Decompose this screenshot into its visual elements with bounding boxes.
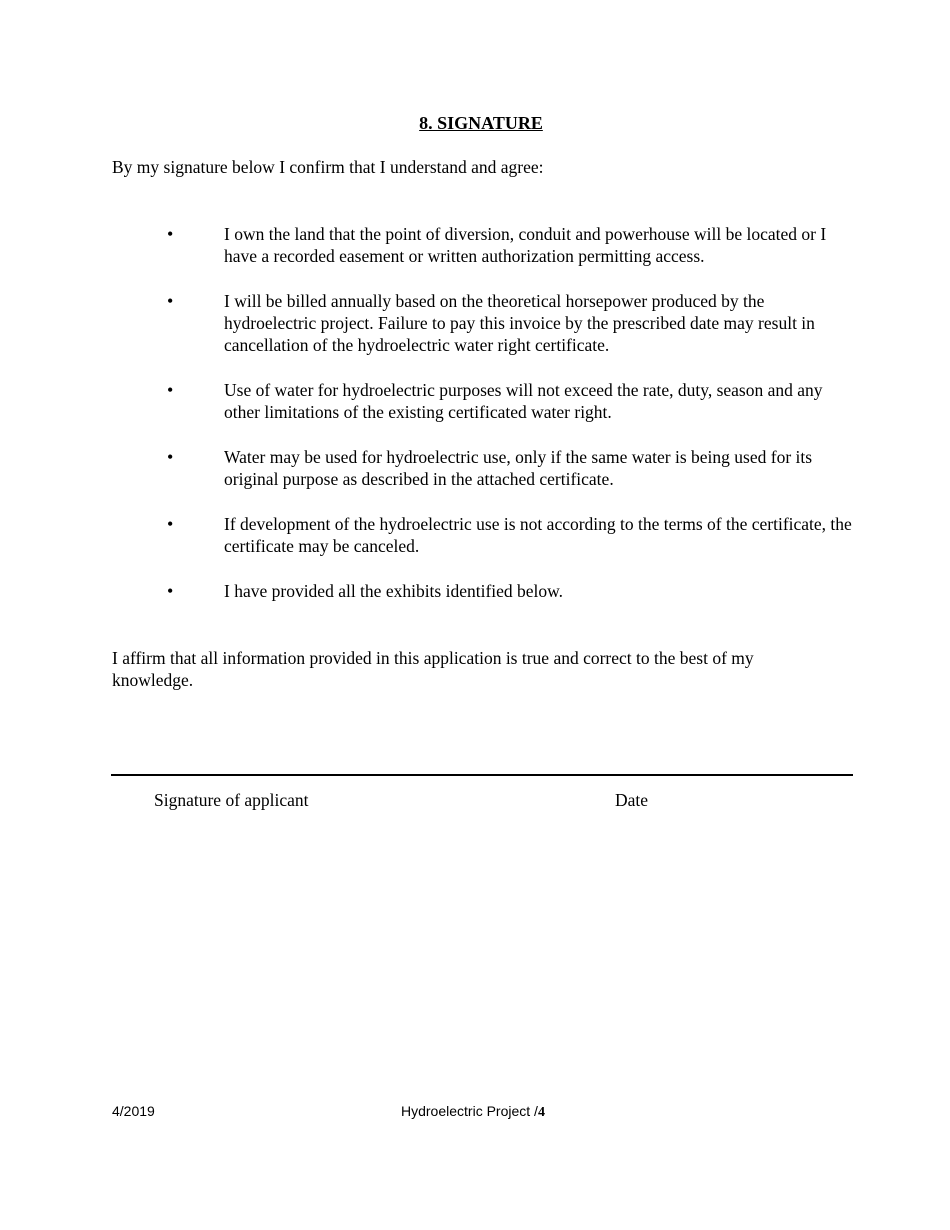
list-item-text: I will be billed annually based on the theoretical horsepower produced by the hydroelectric project. Failure to pay this invoice by the prescribed date may result in cancellation of the hydroelectric water right certificate.: [224, 291, 815, 355]
list-item-text: Use of water for hydroelectric purposes will not exceed the rate, duty, season and any other limitations of the existing certificated water right.: [224, 380, 823, 422]
footer-revision-date: 4/2019: [112, 1103, 155, 1119]
footer-title-text: Hydroelectric Project /: [401, 1103, 538, 1119]
affirmation-text: I affirm that all information provided in this application is true and correct to the best of my knowledge.: [112, 648, 754, 690]
bullet-icon: •: [167, 380, 174, 400]
agreement-list: [0, 223, 950, 625]
list-item: [0, 290, 854, 356]
list-item-text: If development of the hydroelectric use is not according to the terms of the certificate, the certificate may be canceled.: [224, 514, 852, 556]
signature-line: [111, 774, 853, 776]
bullet-icon: •: [167, 224, 174, 244]
footer-page-number: 4: [537, 1105, 545, 1120]
list-item: [0, 379, 854, 423]
signature-label: Signature of applicant: [154, 790, 309, 810]
list-item: [0, 446, 854, 490]
date-label: Date: [615, 790, 649, 810]
list-item: [0, 223, 854, 267]
list-item-text: I have provided all the exhibits identified below.: [224, 581, 564, 601]
intro-text: By my signature below I confirm that I understand and agree:: [112, 157, 544, 177]
list-item: [0, 580, 854, 602]
list-item-text: Water may be used for hydroelectric use, only if the same water is being used for its original purpose as described in the attached certificate.: [224, 447, 813, 489]
bullet-icon: •: [167, 447, 174, 467]
footer-doc-title: [401, 1100, 545, 1124]
list-item: [0, 513, 854, 557]
bullet-icon: •: [167, 291, 174, 311]
bullet-icon: •: [167, 581, 174, 601]
bullet-icon: •: [167, 514, 174, 534]
section-title: 8. SIGNATURE: [419, 113, 543, 133]
list-item-text: I own the land that the point of diversion, conduit and powerhouse will be located or I have a recorded easement or written authorization permitting access.: [224, 224, 827, 266]
